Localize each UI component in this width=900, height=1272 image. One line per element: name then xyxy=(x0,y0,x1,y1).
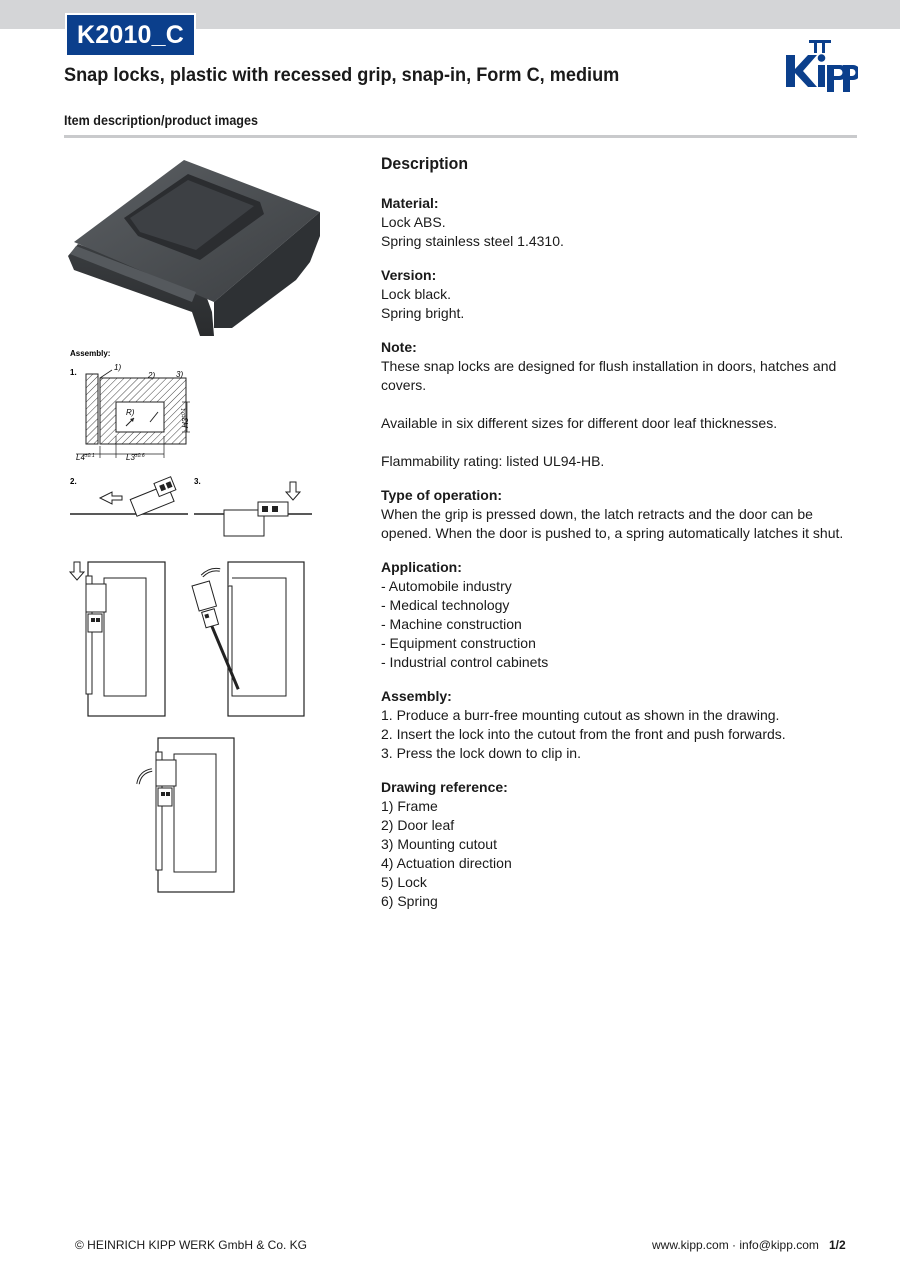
l3-tolerance: ±0.6 xyxy=(134,453,145,459)
h3-tolerance: ±0.1 xyxy=(181,408,187,418)
application-item: - Industrial control cabinets xyxy=(381,654,549,670)
l4-tolerance: ±0.1 xyxy=(84,453,95,459)
version-line: Spring bright. xyxy=(381,305,465,321)
note-spacer xyxy=(381,433,861,452)
ref-3-label: 3) xyxy=(176,370,184,379)
product-code-badge: K2010_C xyxy=(65,13,196,57)
svg-text:H3±0.1 xyxy=(181,408,190,428)
version-label: Version: xyxy=(381,267,437,283)
version-line: Lock black. xyxy=(381,286,452,302)
application-label: Application: xyxy=(381,559,462,575)
installation-diagrams xyxy=(64,556,324,896)
note-section xyxy=(381,338,861,471)
drawing-reference-item: 6) Spring xyxy=(381,893,438,909)
footer-contact: www.kipp.com · info@kipp.com xyxy=(652,1238,819,1252)
description-panel xyxy=(381,152,861,926)
application-item: - Equipment construction xyxy=(381,635,536,651)
h3-label: H3 xyxy=(181,417,190,428)
assembly-label: Assembly: xyxy=(70,349,111,358)
note-line: Flammability rating: listed UL94-HB. xyxy=(381,453,605,469)
l4-label: L4 xyxy=(76,453,85,462)
application-item: - Automobile industry xyxy=(381,578,512,594)
note-label: Note: xyxy=(381,339,417,355)
operation-line: When the grip is pressed down, the latch retracts and the door can be opened. When the door is pushed to, a spring automatically latches it shut. xyxy=(381,506,844,541)
drawing-reference-label: Drawing reference: xyxy=(381,779,508,795)
material-label: Material: xyxy=(381,195,439,211)
assembly-drawing xyxy=(64,346,324,546)
note-line: Available in six different sizes for different door leaf thicknesses. xyxy=(381,415,778,431)
description-heading: Description xyxy=(381,154,468,173)
application-item: - Medical technology xyxy=(381,597,510,613)
operation-section xyxy=(381,486,861,543)
note-line: These snap locks are designed for flush installation in doors, hatches and covers. xyxy=(381,358,837,393)
step-1-label: 1. xyxy=(70,368,77,377)
version-section xyxy=(381,266,861,323)
drawing-reference-item: 4) Actuation direction xyxy=(381,855,512,871)
l3-label: L3 xyxy=(126,453,135,462)
note-spacer xyxy=(381,395,861,414)
footer-copyright: © HEINRICH KIPP WERK GmbH & Co. KG xyxy=(75,1238,307,1252)
page-title: Snap locks, plastic with recessed grip, snap-in, Form C, medium xyxy=(64,64,620,86)
material-line: Spring stainless steel 1.4310. xyxy=(381,233,564,249)
drawing-reference-item: 1) Frame xyxy=(381,798,438,814)
step-3-label: 3. xyxy=(194,477,201,486)
assembly-step: 2. Insert the lock into the cutout from the front and push forwards. xyxy=(381,726,786,742)
kipp-logo xyxy=(784,38,858,92)
product-photo xyxy=(64,152,326,342)
drawing-reference-section xyxy=(381,778,861,911)
drawing-reference-item: 2) Door leaf xyxy=(381,817,455,833)
material-line: Lock ABS. xyxy=(381,214,446,230)
step-2-label: 2. xyxy=(70,477,77,486)
section-heading: Item description/product images xyxy=(64,113,258,128)
assembly-section xyxy=(381,687,861,763)
application-section xyxy=(381,558,861,672)
assembly-label: Assembly: xyxy=(381,688,452,704)
page-number: 1/2 xyxy=(829,1238,846,1252)
ref-1-label: 1) xyxy=(114,363,122,372)
svg-text:L3±0.6 xyxy=(126,453,145,462)
operation-label: Type of operation: xyxy=(381,487,503,503)
material-section xyxy=(381,194,861,251)
application-item: - Machine construction xyxy=(381,616,522,632)
assembly-step: 3. Press the lock down to clip in. xyxy=(381,745,581,761)
assembly-step: 1. Produce a burr-free mounting cutout as shown in the drawing. xyxy=(381,707,780,723)
svg-text:L4±0.1 xyxy=(76,453,95,462)
radius-label: R) xyxy=(126,408,135,417)
section-divider xyxy=(64,135,857,138)
drawing-reference-item: 5) Lock xyxy=(381,874,427,890)
drawing-reference-item: 3) Mounting cutout xyxy=(381,836,497,852)
ref-2-label: 2) xyxy=(148,371,156,380)
